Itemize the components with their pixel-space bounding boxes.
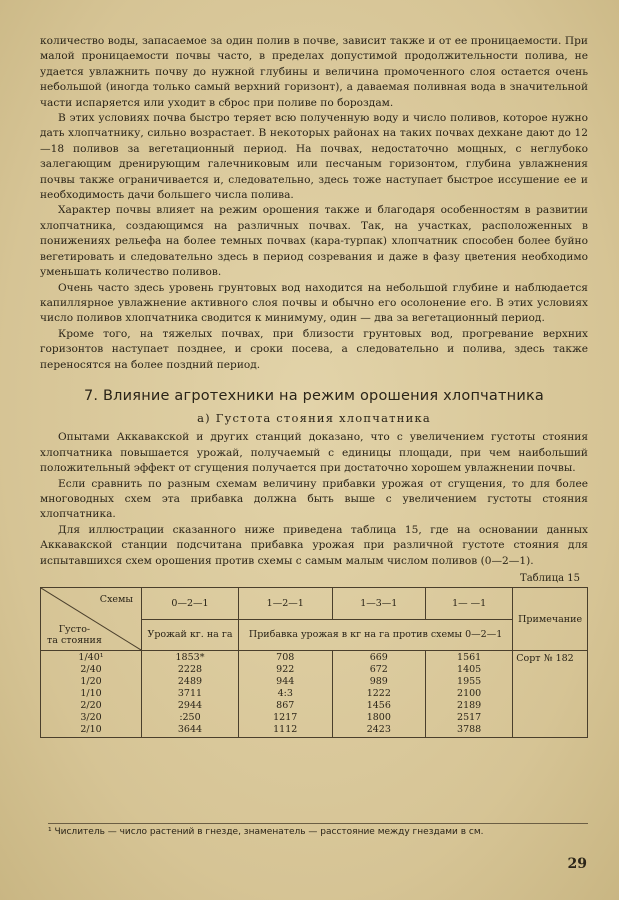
- yield-column: 1853* 2228 2489 3711 2944 :250 3644: [142, 651, 239, 738]
- note-cell: Сорт № 182: [513, 651, 588, 738]
- paragraph: Для иллюстрации сказанного ниже приведена таблица 15, где на основании данных Аккавакской станции подсчитана прибавка урожая при различной густоте стояния для испытавшихся схем орошения против схемы с самым малым числом поливов (0—2—1).: [40, 523, 588, 567]
- corner-density: Густо- та стояния: [47, 624, 102, 647]
- corner-header: [41, 588, 142, 651]
- density-column: 1/40¹ 2/40 1/20 1/10 2/20 3/20 2/10: [41, 651, 142, 738]
- paragraph: Кроме того, на тяжелых почвах, при близости грунтовых вод, прогревание верхних горизонтов наступает позднее, и сроки посева, а следовательно и полива, здесь также переносятся на более поздний период.: [40, 327, 588, 371]
- table-row: [41, 651, 588, 738]
- note-header: Примечание: [513, 588, 588, 651]
- paragraph: Если сравнить по разным схемам величину прибавки урожая от сгущения, то для более многоводных схем эта прибавка должна быть выше с увеличением густоты стояния хлопчатника.: [40, 477, 588, 521]
- increase-131-column: 669 672 989 1222 1456 1800 2423: [332, 651, 426, 738]
- data-table: [40, 587, 588, 744]
- page-number: 29: [567, 856, 587, 872]
- table-label: Таблица 15: [520, 573, 580, 584]
- section-title: 7. Влияние агротехники на режим орошения хлопчатника: [83, 387, 544, 404]
- paragraph: В этих условиях почва быстро теряет всю полученную воду и число поливов, которое нужно дать хлопчатнику, сильно возрастает. В некоторых районах на таких почвах дехкане дают до 12—18 поливов за вегетационный период. На почвах, недостаточно мощных, с неглубоко залегающим дренирующим галечниковым или песчаным горизонтом, глубина увлажнения почвы также ограничивается и, следовательно, здесь тоже наступает быстрое иссушение ее и необходимость дачи большего числа полива.: [40, 112, 588, 202]
- scheme-header: 0—2—1: [142, 588, 239, 620]
- paragraph: Характер почвы влияет на режим орошения также и благодаря особенностям в развитии хлопчатника, создающимся на различных почвах. Так, на участках, расположенных в понижениях рельефа на более темных почвах (кара-турпак) хлопчатник способен более буйно вегетировать и следовательно здесь в период созревания и даже в фазу цветения необходимо уменьшать количество поливов.: [40, 204, 588, 279]
- subsection-title: а) Густота стояния хлопчатника: [197, 410, 431, 425]
- footnote: ¹ Числитель — число растений в гнезде, знаменатель — расстояние между гнездами в см.: [48, 823, 588, 837]
- paragraph: Очень часто здесь уровень грунтовых вод находится на небольшой глубине и наблюдается капиллярное увлажнение активного слоя почвы и обычно его осолонение его. В этих условиях число поливов хлопчатника сводится к минимуму, один — два за вегетационный период.: [40, 281, 588, 325]
- scheme-header: 1— —1: [426, 588, 513, 620]
- main-text: [40, 34, 588, 744]
- corner-schemes: Схемы: [99, 594, 133, 606]
- scheme-header: 1—2—1: [238, 588, 332, 620]
- increase-subheader: Прибавка урожая в кг на га против схемы 0—2—1: [238, 619, 512, 651]
- increase-121-column: 708 922 944 4:3 867 1217 1112: [238, 651, 332, 738]
- paragraph: Опытами Аккавакской и других станций доказано, что с увеличением густоты стояния хлопчатника повышается урожай, получаемый с единицы площади, при чем наибольший положительный эффект от сгущения получается при достаточно хорошем увлажнении почвы.: [40, 431, 588, 475]
- increase-1x1-column: 1561 1405 1955 2100 2189 2517 3788: [426, 651, 513, 738]
- scheme-header: 1—3—1: [332, 588, 426, 620]
- paragraph: количество воды, запасаемое за один полив в почве, зависит также и от ее проницаемости. При малой проницаемости почвы часто, в пределах допустимой продолжительности полива, не удается увлажнить почву до нужной глубины и величина промоченного слоя остается очень небольшой (иногда только самый верхний горизонт), а даваемая поливная вода в значительной части испаряется или уходит в сброс при поливе по бороздам.: [40, 35, 588, 109]
- yield-subheader: Урожай кг. на га: [142, 619, 239, 651]
